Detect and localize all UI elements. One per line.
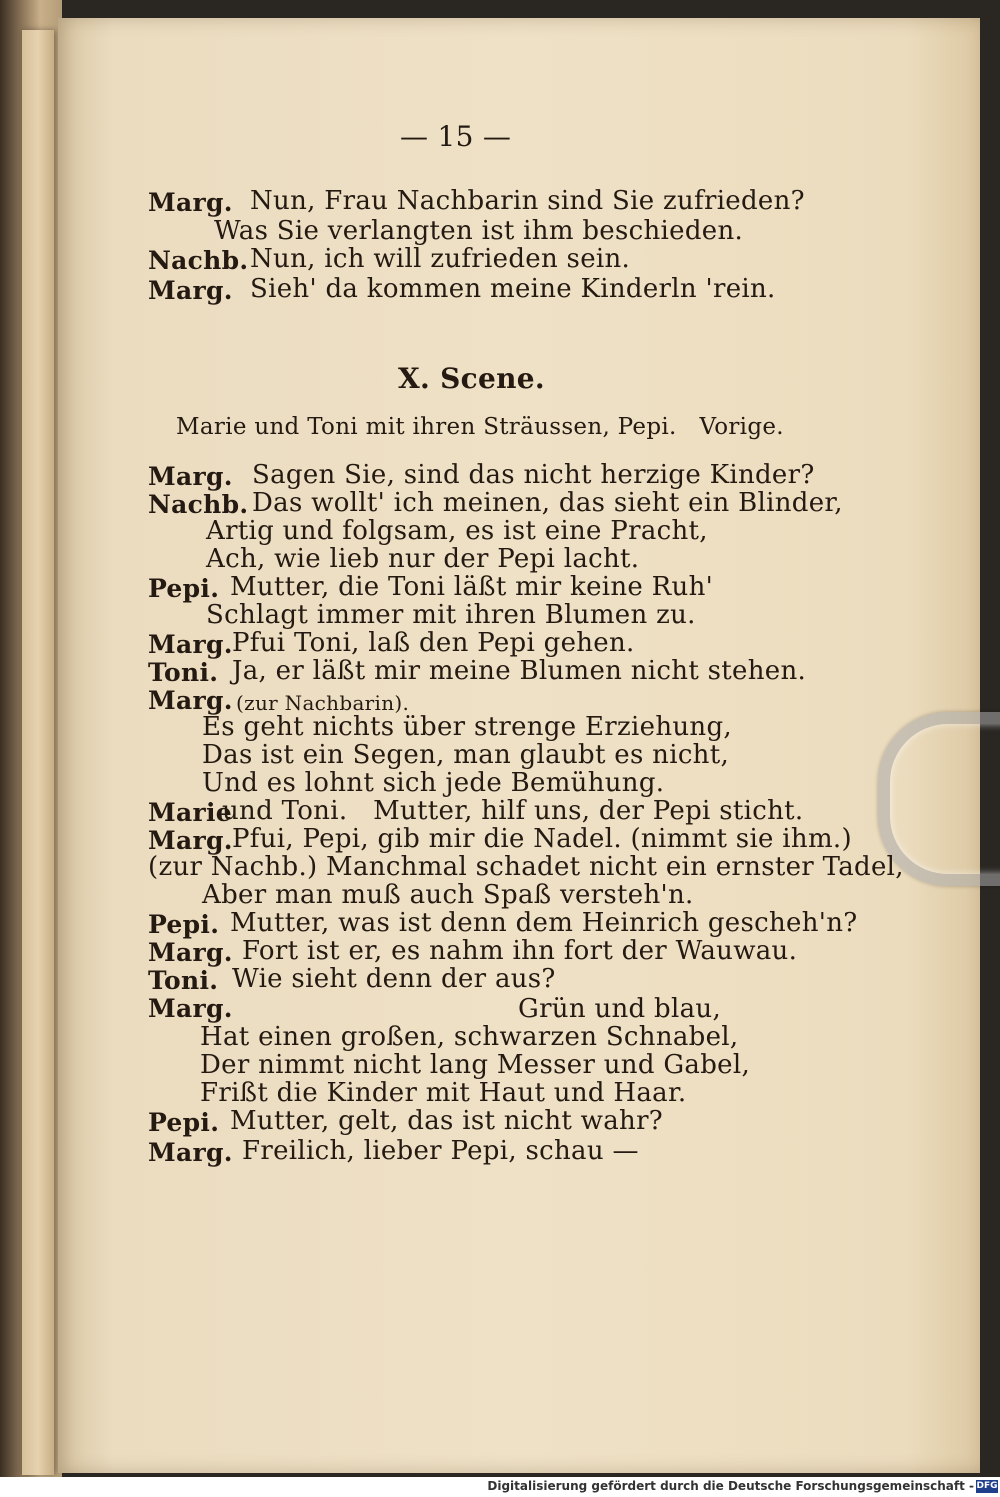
verse-line: Das wollt' ich meinen, das sieht ein Blinder, [252, 488, 843, 518]
verse-line: Hat einen großen, schwarzen Schnabel, [200, 1022, 739, 1052]
speaker-label: Marg. [148, 462, 233, 491]
verse-line: Wie sieht denn der aus? [232, 964, 556, 994]
verse-line: Mutter, was ist denn dem Heinrich gescheh'n? [230, 908, 858, 938]
speaker-label: Marg. [148, 686, 233, 715]
funding-credit: Digitalisierung gefördert durch die Deutsche Forschungsgemeinschaft - [487, 1479, 974, 1493]
stage-direction: (zur Nachbarin). [236, 691, 410, 715]
scene-cast: Marie und Toni mit ihren Sträussen, Pepi. Vorige. [176, 414, 784, 440]
speaker-label: Pepi. [148, 574, 220, 603]
speaker-label: Marg. [148, 1138, 233, 1167]
verse-line: Pfui Toni, laß den Pepi gehen. [232, 628, 635, 658]
verse-line: Was Sie verlangten ist ihm beschieden. [214, 216, 744, 246]
verse-line: Frißt die Kinder mit Haut und Haar. [200, 1078, 687, 1108]
verse-line: Aber man muß auch Spaß versteh'n. [202, 880, 694, 910]
verse-line: (zur Nachb.) Manchmal schadet nicht ein ernster Tadel, [148, 852, 904, 882]
speaker-label: Marg. [148, 188, 233, 217]
speaker-label: Pepi. [148, 1108, 220, 1137]
verse-line: Es geht nichts über strenge Erziehung, [202, 712, 732, 742]
speaker-label: Marie [148, 798, 232, 827]
verse-line: Artig und folgsam, es ist eine Pracht, [206, 516, 708, 546]
speaker-label: Pepi. [148, 910, 220, 939]
dfg-logo: DFG [976, 1481, 998, 1491]
speaker-label: Marg. [148, 994, 233, 1023]
verse-line: Sagen Sie, sind das nicht herzige Kinder? [252, 460, 815, 490]
scene-title: X. Scene. [398, 362, 545, 395]
speaker-label: Marg. [148, 276, 233, 305]
verse-line: Mutter, die Toni läßt mir keine Ruh' [230, 572, 714, 602]
speaker-label: Toni. [148, 658, 219, 687]
verse-line: Fort ist er, es nahm ihn fort der Wauwau. [242, 936, 798, 966]
verse-line: Das ist ein Segen, man glaubt es nicht, [202, 740, 730, 770]
speaker-label: Toni. [148, 966, 219, 995]
speaker-label: Nachb. [148, 490, 249, 519]
verse-line: und Toni. Mutter, hilf uns, der Pepi sticht. [222, 796, 804, 826]
footer-bar [0, 1477, 1000, 1497]
speaker-label: Nachb. [148, 246, 249, 275]
verse-line: Pfui, Pepi, gib mir die Nadel. (nimmt sie ihm.) [232, 824, 852, 854]
verse-line: Nun, Frau Nachbarin sind Sie zufrieden? [250, 186, 805, 216]
verse-line: Freilich, lieber Pepi, schau — [242, 1136, 639, 1166]
verse-line: Ja, er läßt mir meine Blumen nicht stehen. [232, 656, 807, 686]
verse-line: Und es lohnt sich jede Bemühung. [202, 768, 665, 798]
verse-line: Der nimmt nicht lang Messer und Gabel, [200, 1050, 751, 1080]
speaker-label: Marg. [148, 938, 233, 967]
verse-line: Mutter, gelt, das ist nicht wahr? [230, 1106, 664, 1136]
speaker-label: Marg. [148, 826, 233, 855]
speaker-label: Marg. [148, 630, 233, 659]
verse-line: Sieh' da kommen meine Kinderln 'rein. [250, 274, 776, 304]
page-number: — 15 — [400, 120, 512, 153]
verse-line: Grün und blau, [518, 994, 722, 1024]
verse-line: Nun, ich will zufrieden sein. [250, 244, 631, 274]
verse-line: Ach, wie lieb nur der Pepi lacht. [206, 544, 640, 574]
verse-line: Schlagt immer mit ihren Blumen zu. [206, 600, 696, 630]
